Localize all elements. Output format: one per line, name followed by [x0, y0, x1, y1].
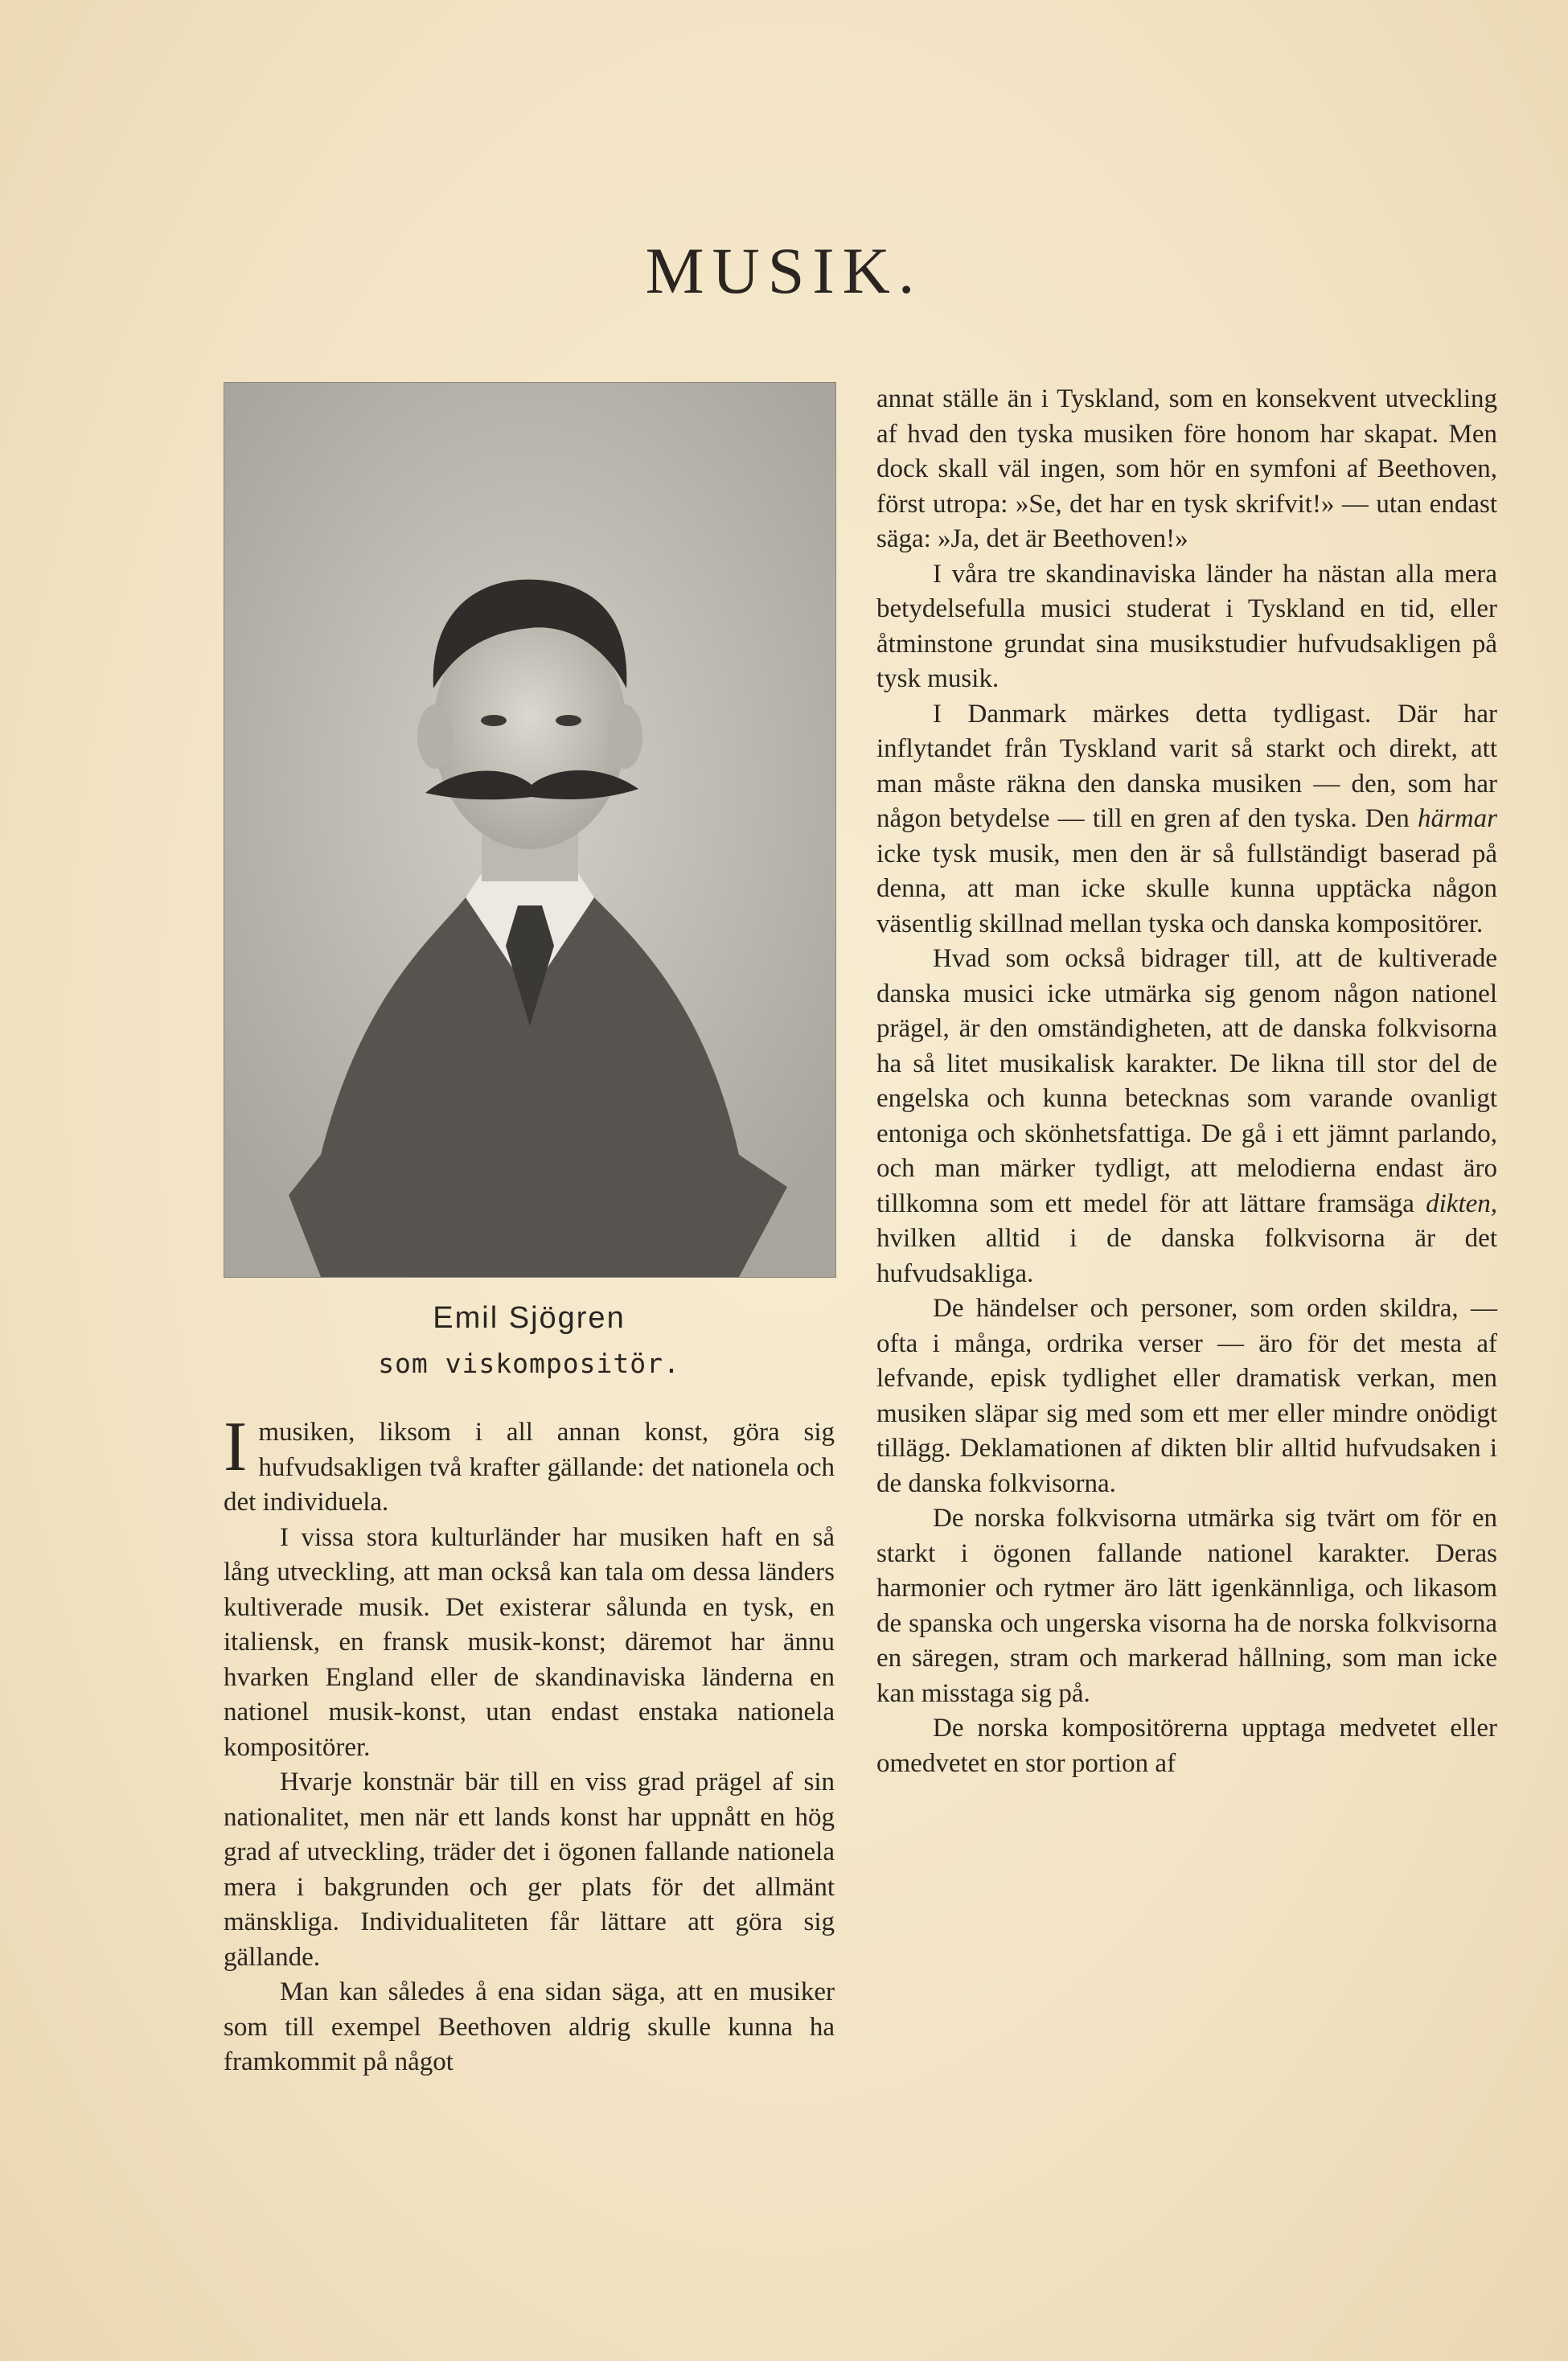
emphasis-text: härmar [1417, 804, 1497, 833]
portrait-photo [224, 382, 836, 1278]
paragraph: De händelser och personer, som orden skildra, — ofta i många, ordrika verser — äro för det mesta af lefvande, episk tydlighet eller dramatisk verkan, men musiken släpar sig med som ett mer eller mindre onödigt tillägg. Deklamationen af dikten blir alltid hufvudsaken i de danska folkvisorna. [876, 1294, 1497, 1498]
paragraph: Hvarje konstnär bär till en viss grad prägel af sin nationalitet, men när ett lands konst har uppnått en hög grad af utveckling, träder det i ögonen fallande nationela mera i bakgrunden och ger plats för det allmänt mänskliga. Individualiteten får lättare att göra sig gällande. [224, 1768, 835, 1972]
emphasis-text: dikten, [1426, 1189, 1498, 1218]
paragraph: annat ställe än i Tyskland, som en konsekvent utveckling af hvad den tyska musiken före honom har skapat. Men dock skall väl ingen, som hör en symfoni af Beethoven, först utropa: »Se, det har en tysk skrifvit!» — utan endast säga: »Ja, det är Beethoven!» [876, 384, 1497, 553]
portrait-image [224, 383, 835, 1277]
drop-cap: I [224, 1408, 248, 1486]
paragraph-text: icke tysk musik, men den är så fullständigt baserad på denna, att man icke skulle kunna upptäcka någon väsentlig skillnad mellan tyska och danska kompositörer. [876, 839, 1497, 938]
paragraph-text: Hvad som också bidrager till, att de kultiverade danska musici icke utmärka sig genom någon nationel prägel, är den omständigheten, att de danska folkvisorna ha så litet musikalisk karakter. De likna till stor del de engelska och kunna betecknas som varande ovanligt entoniga och skönhetsfattiga. De gå i ett jämnt parlando, och man märker tydligt, att melodierna endast äro tillkomna som ett medel för att lättare framsäga [876, 944, 1497, 1218]
page-title: MUSIK. [645, 234, 923, 307]
paragraph [876, 697, 1497, 942]
paragraph: Man kan således å ena sidan säga, att en musiker som till exempel Beethoven aldrig skulle kunna ha framkommit på något [224, 1977, 835, 2076]
left-column [224, 1408, 835, 2080]
caption-subtitle: som viskompositör. [378, 1348, 680, 1379]
paragraph: De norska kompositörerna upptaga medvetet eller omedvetet en stor portion af [876, 1714, 1497, 1778]
right-column [876, 382, 1497, 1781]
paragraph-text: hvilken alltid i de danska folkvisorna är det hufvudsakliga. [876, 1224, 1497, 1288]
caption-name: Emil Sjögren [433, 1301, 626, 1335]
paragraph-text: I Danmark märkes detta tydligast. Där har inflytandet från Tyskland varit så starkt och direkt, att man måste räkna den danska musiken — den, som har någon betydelse — till en gren af den tyska. Den [876, 699, 1497, 833]
paragraph-text: musiken, liksom i all annan konst, göra sig hufvudsakligen två krafter gällande: det nationela och det individuela. [224, 1418, 835, 1517]
paragraph: I vissa stora kulturländer har musiken haft en så lång utveckling, att man också kan tala om dessa länders kultiverade musik. Det existerar sålunda en tysk, en italiensk, en fransk musik-konst; däremot har ännu hvarken England eller de skandinaviska länderna en nationel musik-konst, utan endast enstaka nationela kompositörer. [224, 1522, 835, 1762]
paragraph: I våra tre skandinaviska länder ha nästan alla mera betydelsefulla musici studerat i Tyskland en tid, eller åtminstone grundat sina musikstudier hufvudsakligen på tysk musik. [876, 559, 1497, 693]
paragraph: De norska folkvisorna utmärka sig tvärt om för en starkt i ögonen fallande nationel karakter. Deras harmonier och rytmer äro lätt igenkännliga, och likasom de spanska och ungerska visorna ha de norska folkvisorna en säregen, stram och markerad hållning, som man icke kan misstaga sig på. [876, 1504, 1497, 1708]
paragraph [224, 1408, 835, 1521]
paragraph [876, 942, 1497, 1291]
